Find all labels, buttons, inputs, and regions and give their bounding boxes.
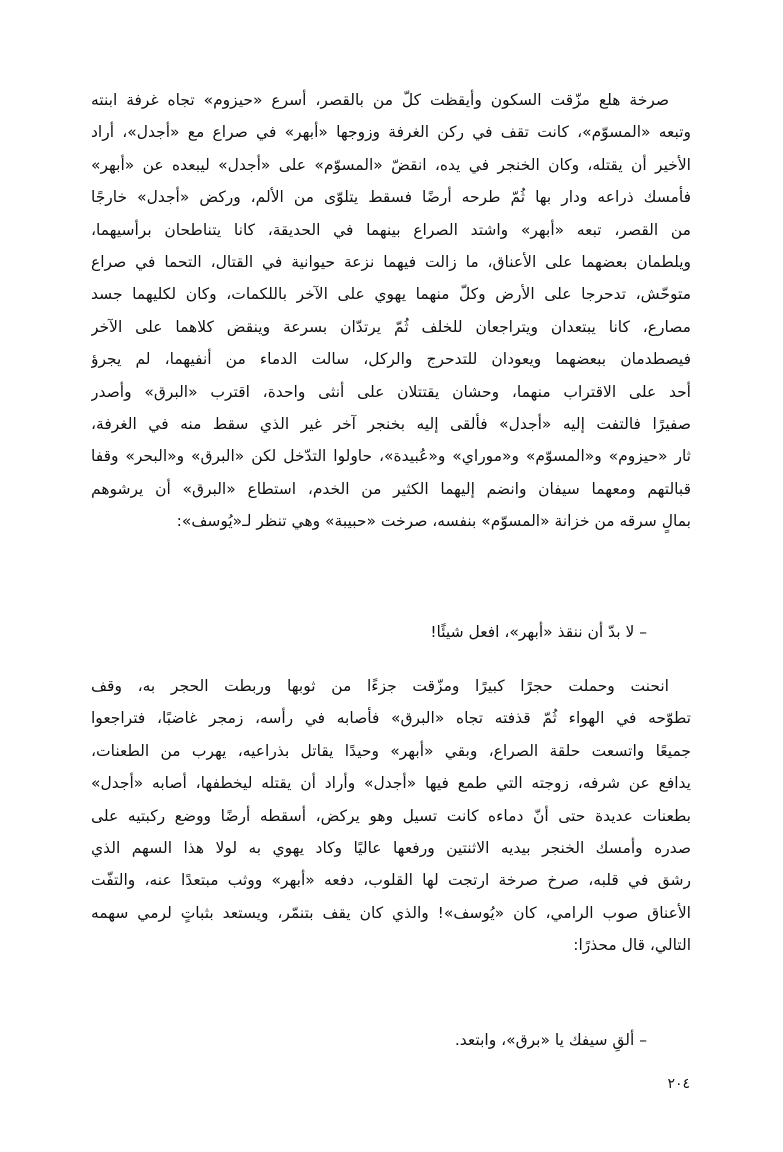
text-line: التالي، قال محذرًا:	[573, 936, 691, 955]
dialogue-line: – ألقِ سيفك يا «برق»، وابتعد.	[454, 1031, 647, 1049]
text-line: ويلطمان بعضهما على الأعناق، ما زالت فيهما نزعة حيوانية في القتال، التحما في صراع	[91, 252, 691, 271]
paragraph-2	[91, 670, 691, 962]
text-line: يدافع عن شرفه، زوجته التي طمع فيها «أجدل» وأراد أن يقتله ليخطفها، أصابه «أجدل»	[91, 774, 691, 793]
text-line: بطعنات عديدة حتى أنّ دماءه كانت تسيل وهو يركض، أسقطه أرضًا ووضع ركبتيه على	[91, 806, 691, 825]
text-line: فأمسك ذراعه ودار بها ثُمّ طرحه أرضًا فسقط يتلوّى من الألم، وركض «أجدل» خارجًا	[91, 188, 691, 207]
text-line: فيصطدمان ببعضهما ويعودان للتدحرج والركل، سالت الدماء من أنفيهما، لم يجرؤ	[91, 350, 691, 369]
dialogue-1	[91, 616, 691, 648]
text-line: بمالٍ سرقه من خزانة «المسوّم» بنفسه، صرخت «حبيبة» وهي تنظر لـ«يُوسف»:	[176, 512, 691, 531]
text-line: مصارع، كانا يبتعدان ويتراجعان للخلف ثُمّ يرتدّان بسرعة وينقض كلاهما على الآخر	[91, 317, 691, 336]
text-line: تطوّحه في الهواء ثُمّ قذفته تجاه «البرق» فأصابه في رأسه، زمجر غاضبًا، فتراجعوا	[91, 709, 691, 728]
text-line: انحنت وحملت حجرًا كبيرًا ومزّقت جزءًا من ثوبها وربطت الحجر به، وقف	[91, 677, 669, 695]
text-line: ثار «حيزوم» و«المسوّم» و«موراي» و«عُبيدة»، حاولوا التدّخل لكن «البرق» و«البحر» وقفا	[91, 447, 691, 466]
text-line: أحد على الاقتراب منهما، وحشان يقتتلان على أنثى واحدة، اقترب «البرق» وأصدر	[91, 382, 691, 401]
text-line: صرخة هلع مزّقت السكون وأيقظت كلّ من بالقصر، أسرع «حيزوم» تجاه غرفة ابنته	[91, 91, 669, 109]
text-line: صفيرًا فالتفت إليه «أجدل» فألقى إليه بخنجر آخر غير الذي سقط منه في الغرفة،	[91, 414, 691, 433]
page-number: ٢٠٤	[667, 1076, 690, 1092]
text-line: رشق في قلبه، صرخ صرخة ارتجت لها القلوب، دفعه «أبهر» ووثب مبتعدًا عنه، والتفّت	[91, 871, 691, 890]
text-line: قبالتهم ومعهما سيفان وانضم إليهما الكثير من الخدم، استطاع «البرق» أن يرشوهم	[91, 479, 691, 498]
paragraph-1	[91, 84, 691, 537]
text-line: وتبعه «المسوّم»، كانت تقف في ركن الغرفة وزوجها «أبهر» في صراع مع «أجدل»، أراد	[91, 123, 691, 142]
text-line: من القصر، تبعه «أبهر» واشتد الصراع بينهما في الحديقة، كانا يتناطحان برأسيهما،	[91, 220, 691, 239]
dialogue-line: – لا بدّ أن ننقذ «أبهر»، افعل شيئًا!	[430, 623, 647, 641]
text-line: الأعناق صوب الرامي، كان «يُوسف»! والذي كان يقف بتنمّر، ويستعد بثباتٍ لرمي سهمه	[91, 903, 691, 922]
text-line: صدره وأمسك الخنجر بيديه الاثنتين ورفعها عاليًا وكاد يهوي به لولا هذا السهم الذي	[91, 838, 691, 857]
text-line: متوحّش، تدحرجا على الأرض وكلّ منهما يهوي على الآخر باللكمات، وكان لكليهما جسد	[91, 285, 691, 304]
text-line: جميعًا واتسعت حلقة الصراع، وبقي «أبهر» وحيدًا يقاتل بذراعيه، يهرب من الطعنات،	[91, 741, 691, 760]
dialogue-2	[91, 1024, 691, 1056]
text-line: الأخير أن يقتله، وكان الخنجر في يده، انقضّ «المسوّم» على «أجدل» ليبعده عن «أبهر»	[91, 155, 691, 174]
